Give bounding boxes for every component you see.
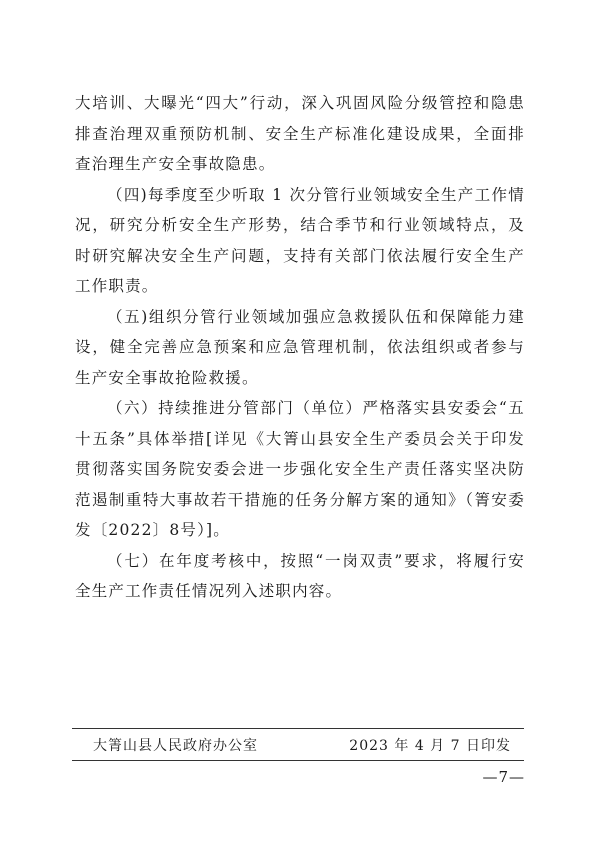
footer-top-rule <box>72 728 524 729</box>
document-body <box>75 88 525 607</box>
print-date: 2023 年 4 月 7 日印发 <box>349 738 511 754</box>
paragraph-item-6: （六）持续推进分管部门（单位）严格落实县安委会“五十五条”具体举措[详见《大箐山县安全生产委员会关于印发贯彻落实国务院安委会进一步强化安全生产责任落实坚决防范遏制重特大事故若干措施的任务分解方案的通知》（箐安委发〔2022〕8号）]。 <box>75 399 525 539</box>
paragraph-item-4: （四)每季度至少听取 1 次分管行业领域安全生产工作情况，研究分析安全生产形势，结合季节和行业领域特点，及时研究解决安全生产问题，支持有关部门依法履行安全生产工作职责。 <box>75 185 525 295</box>
page-number: —7— <box>482 768 525 786</box>
issuer-name: 大箐山县人民政府办公室 <box>93 738 258 754</box>
paragraph-item-7: （七）在年度考核中，按照“一岗双责”要求，将履行安全生产工作责任情况列入述职内容。 <box>75 551 525 600</box>
paragraph-continuation: 大培训、大曝光“四大”行动，深入巩固风险分级管控和隐患排查治理双重预防机制、安全生产标准化建设成果，全面排查治理生产安全事故隐患。 <box>75 94 525 173</box>
paragraph-item-5: （五)组织分管行业领域加强应急救援队伍和保障能力建设，健全完善应急预案和应急管理机制，依法组织或者参与生产安全事故抢险救援。 <box>75 307 525 387</box>
footer-bottom-rule <box>72 760 524 761</box>
